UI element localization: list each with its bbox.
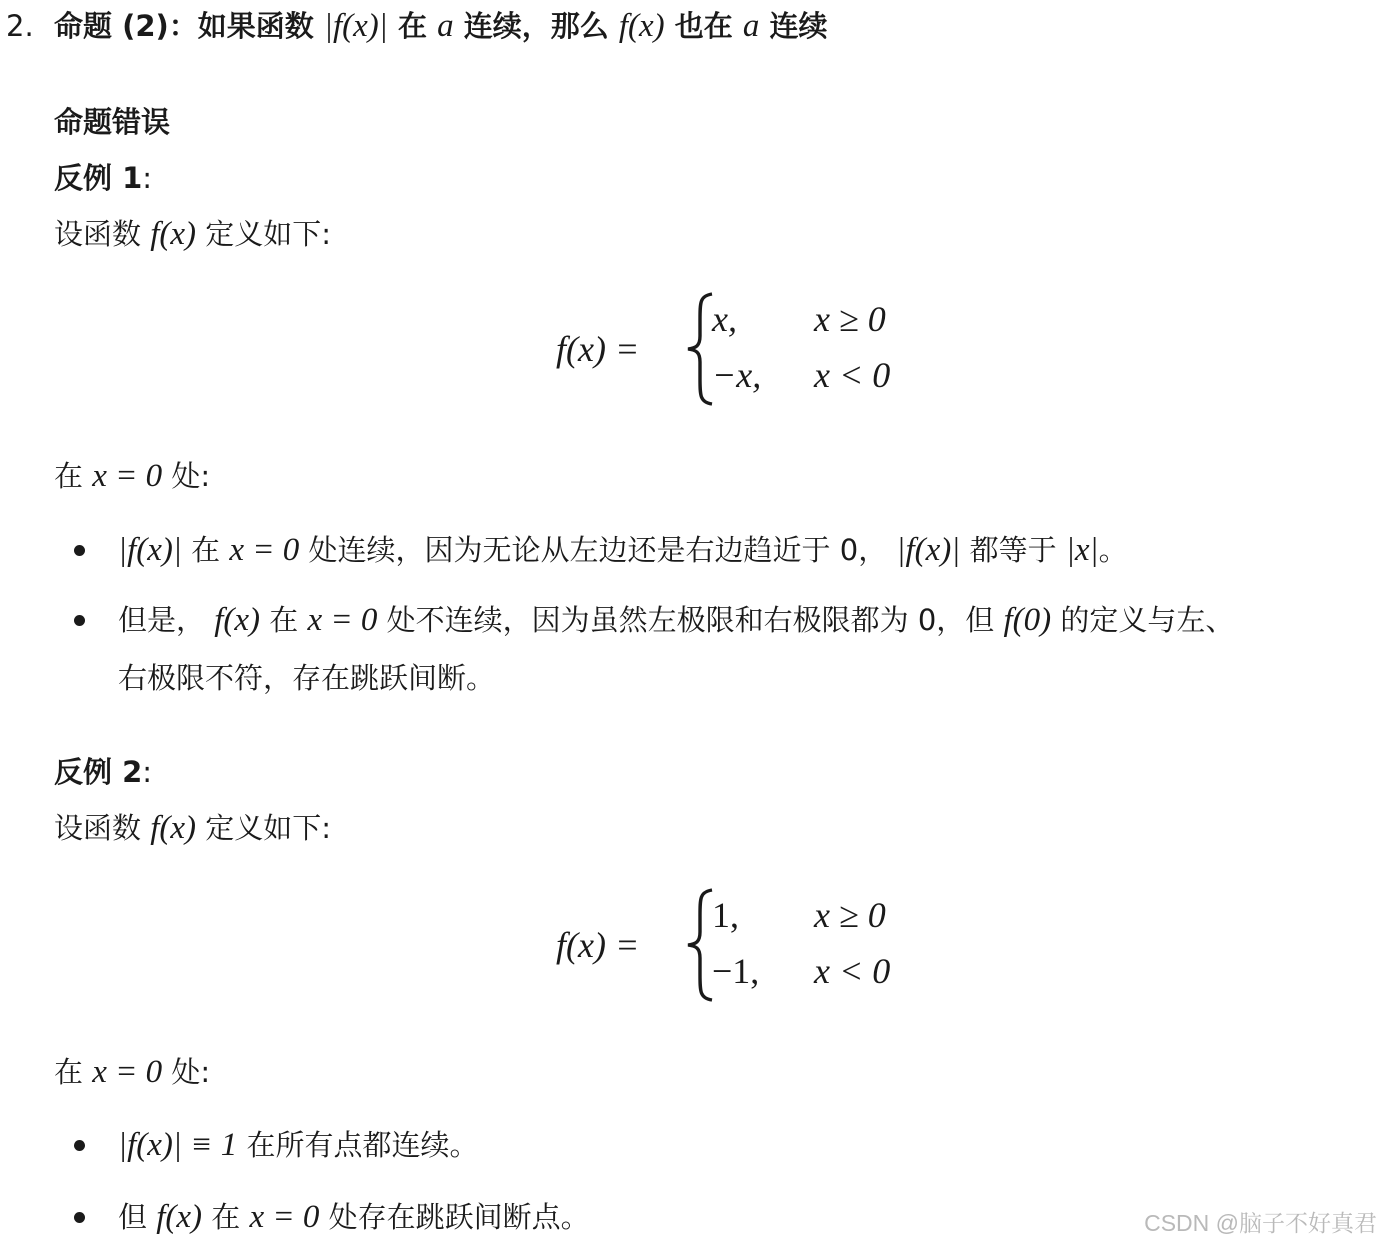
math: |x| [1065, 532, 1099, 568]
example-2-bullet-1 [118, 1125, 478, 1165]
example-1-at [54, 456, 210, 496]
math-x-eq-0: x = 0 [92, 458, 163, 494]
example-2-bullet-2 [118, 1197, 590, 1237]
text: 的定义与左、 [1060, 603, 1235, 637]
case-2-value: −1, [712, 951, 760, 991]
proposition-also-in: 也在 [674, 9, 733, 43]
at-text: 处: [171, 1055, 211, 1089]
text: 处存在跳跃间断点。 [328, 1200, 590, 1234]
text: 处不连续，因为虽然左极限和右极限都为 0，但 [386, 603, 995, 637]
text: 在所有点都连续。 [246, 1128, 479, 1162]
math: x = 0 [307, 602, 378, 638]
example-1-formula [556, 290, 956, 410]
text: 。 [1098, 533, 1128, 567]
example-2-at [54, 1052, 210, 1092]
example-2-label: 反例 2 [54, 755, 143, 789]
example-2-colon: : [142, 755, 153, 789]
case-1-condition: x ≥ 0 [814, 895, 886, 935]
text: 但 [118, 1200, 148, 1234]
math-fx: f(x) [150, 810, 197, 846]
case-2-value: −x, [712, 355, 762, 395]
case-1-value: 1, [712, 895, 739, 935]
text: 在 [211, 1200, 241, 1234]
math: f(x) [156, 1199, 203, 1235]
math: |f(x)| ≡ 1 [118, 1127, 238, 1163]
proposition-in: 在 [397, 9, 427, 43]
example-1-label: 反例 1 [54, 161, 143, 195]
intro-text: 设函数 [54, 811, 142, 845]
math-fx: f(x) [618, 8, 665, 44]
case-2-condition: x < 0 [814, 951, 891, 991]
bullet-icon [74, 1212, 85, 1223]
math: f(x) [214, 602, 261, 638]
left-brace-icon [682, 886, 716, 1004]
math: f(0) [1003, 602, 1052, 638]
verdict: 命题错误 [54, 105, 171, 139]
example-1-intro [54, 214, 331, 254]
example-1-bullet-2-cont: 右极限不符，存在跳跃间断。 [118, 661, 496, 695]
intro-text: 定义如下: [205, 811, 332, 845]
example-1-colon: : [142, 161, 153, 195]
left-brace-icon [682, 290, 716, 408]
case-1-condition: x ≥ 0 [814, 299, 886, 339]
text: 都等于 [969, 533, 1057, 567]
intro-text: 定义如下: [205, 217, 332, 251]
case-2-condition: x < 0 [814, 355, 891, 395]
example-1-bullet-1 [118, 530, 1128, 570]
at-text: 处: [171, 459, 211, 493]
math-a2: a [742, 8, 760, 44]
math: |f(x)| [118, 532, 182, 568]
text: 处连续，因为无论从左边还是右边趋近于 0， [308, 533, 888, 567]
text: 在 [191, 533, 221, 567]
bullet-icon [74, 615, 85, 626]
example-1-bullet-2 [118, 600, 1234, 640]
proposition-cont-then: 连续，那么 [463, 9, 609, 43]
math: |f(x)| [896, 532, 961, 568]
formula-lhs: f(x) = [556, 925, 640, 965]
at-text: 在 [54, 459, 84, 493]
example-2-intro [54, 808, 331, 848]
formula-lhs: f(x) = [556, 329, 640, 369]
text: 在 [269, 603, 299, 637]
csdn-watermark: CSDN @脑子不好真君 [1144, 1210, 1377, 1236]
example-2-title [54, 752, 152, 792]
intro-text: 设函数 [54, 217, 142, 251]
at-text: 在 [54, 1055, 84, 1089]
bullet-icon [74, 1140, 85, 1151]
text: 但是， [118, 603, 206, 637]
math-a: a [437, 8, 454, 44]
proposition-label: 命题 (2)：如果函数 [54, 9, 314, 43]
item-number: 2. [6, 9, 34, 43]
proposition-cont: 连续 [769, 9, 828, 43]
case-1-value: x, [712, 299, 737, 339]
example-2-formula [556, 886, 956, 1006]
math-abs-fx: |f(x)| [323, 8, 388, 44]
math-fx: f(x) [150, 216, 197, 252]
math: x = 0 [229, 532, 300, 568]
example-1-title [54, 158, 152, 198]
bullet-icon [74, 545, 85, 556]
math-x-eq-0: x = 0 [92, 1054, 163, 1090]
math: x = 0 [249, 1199, 320, 1235]
